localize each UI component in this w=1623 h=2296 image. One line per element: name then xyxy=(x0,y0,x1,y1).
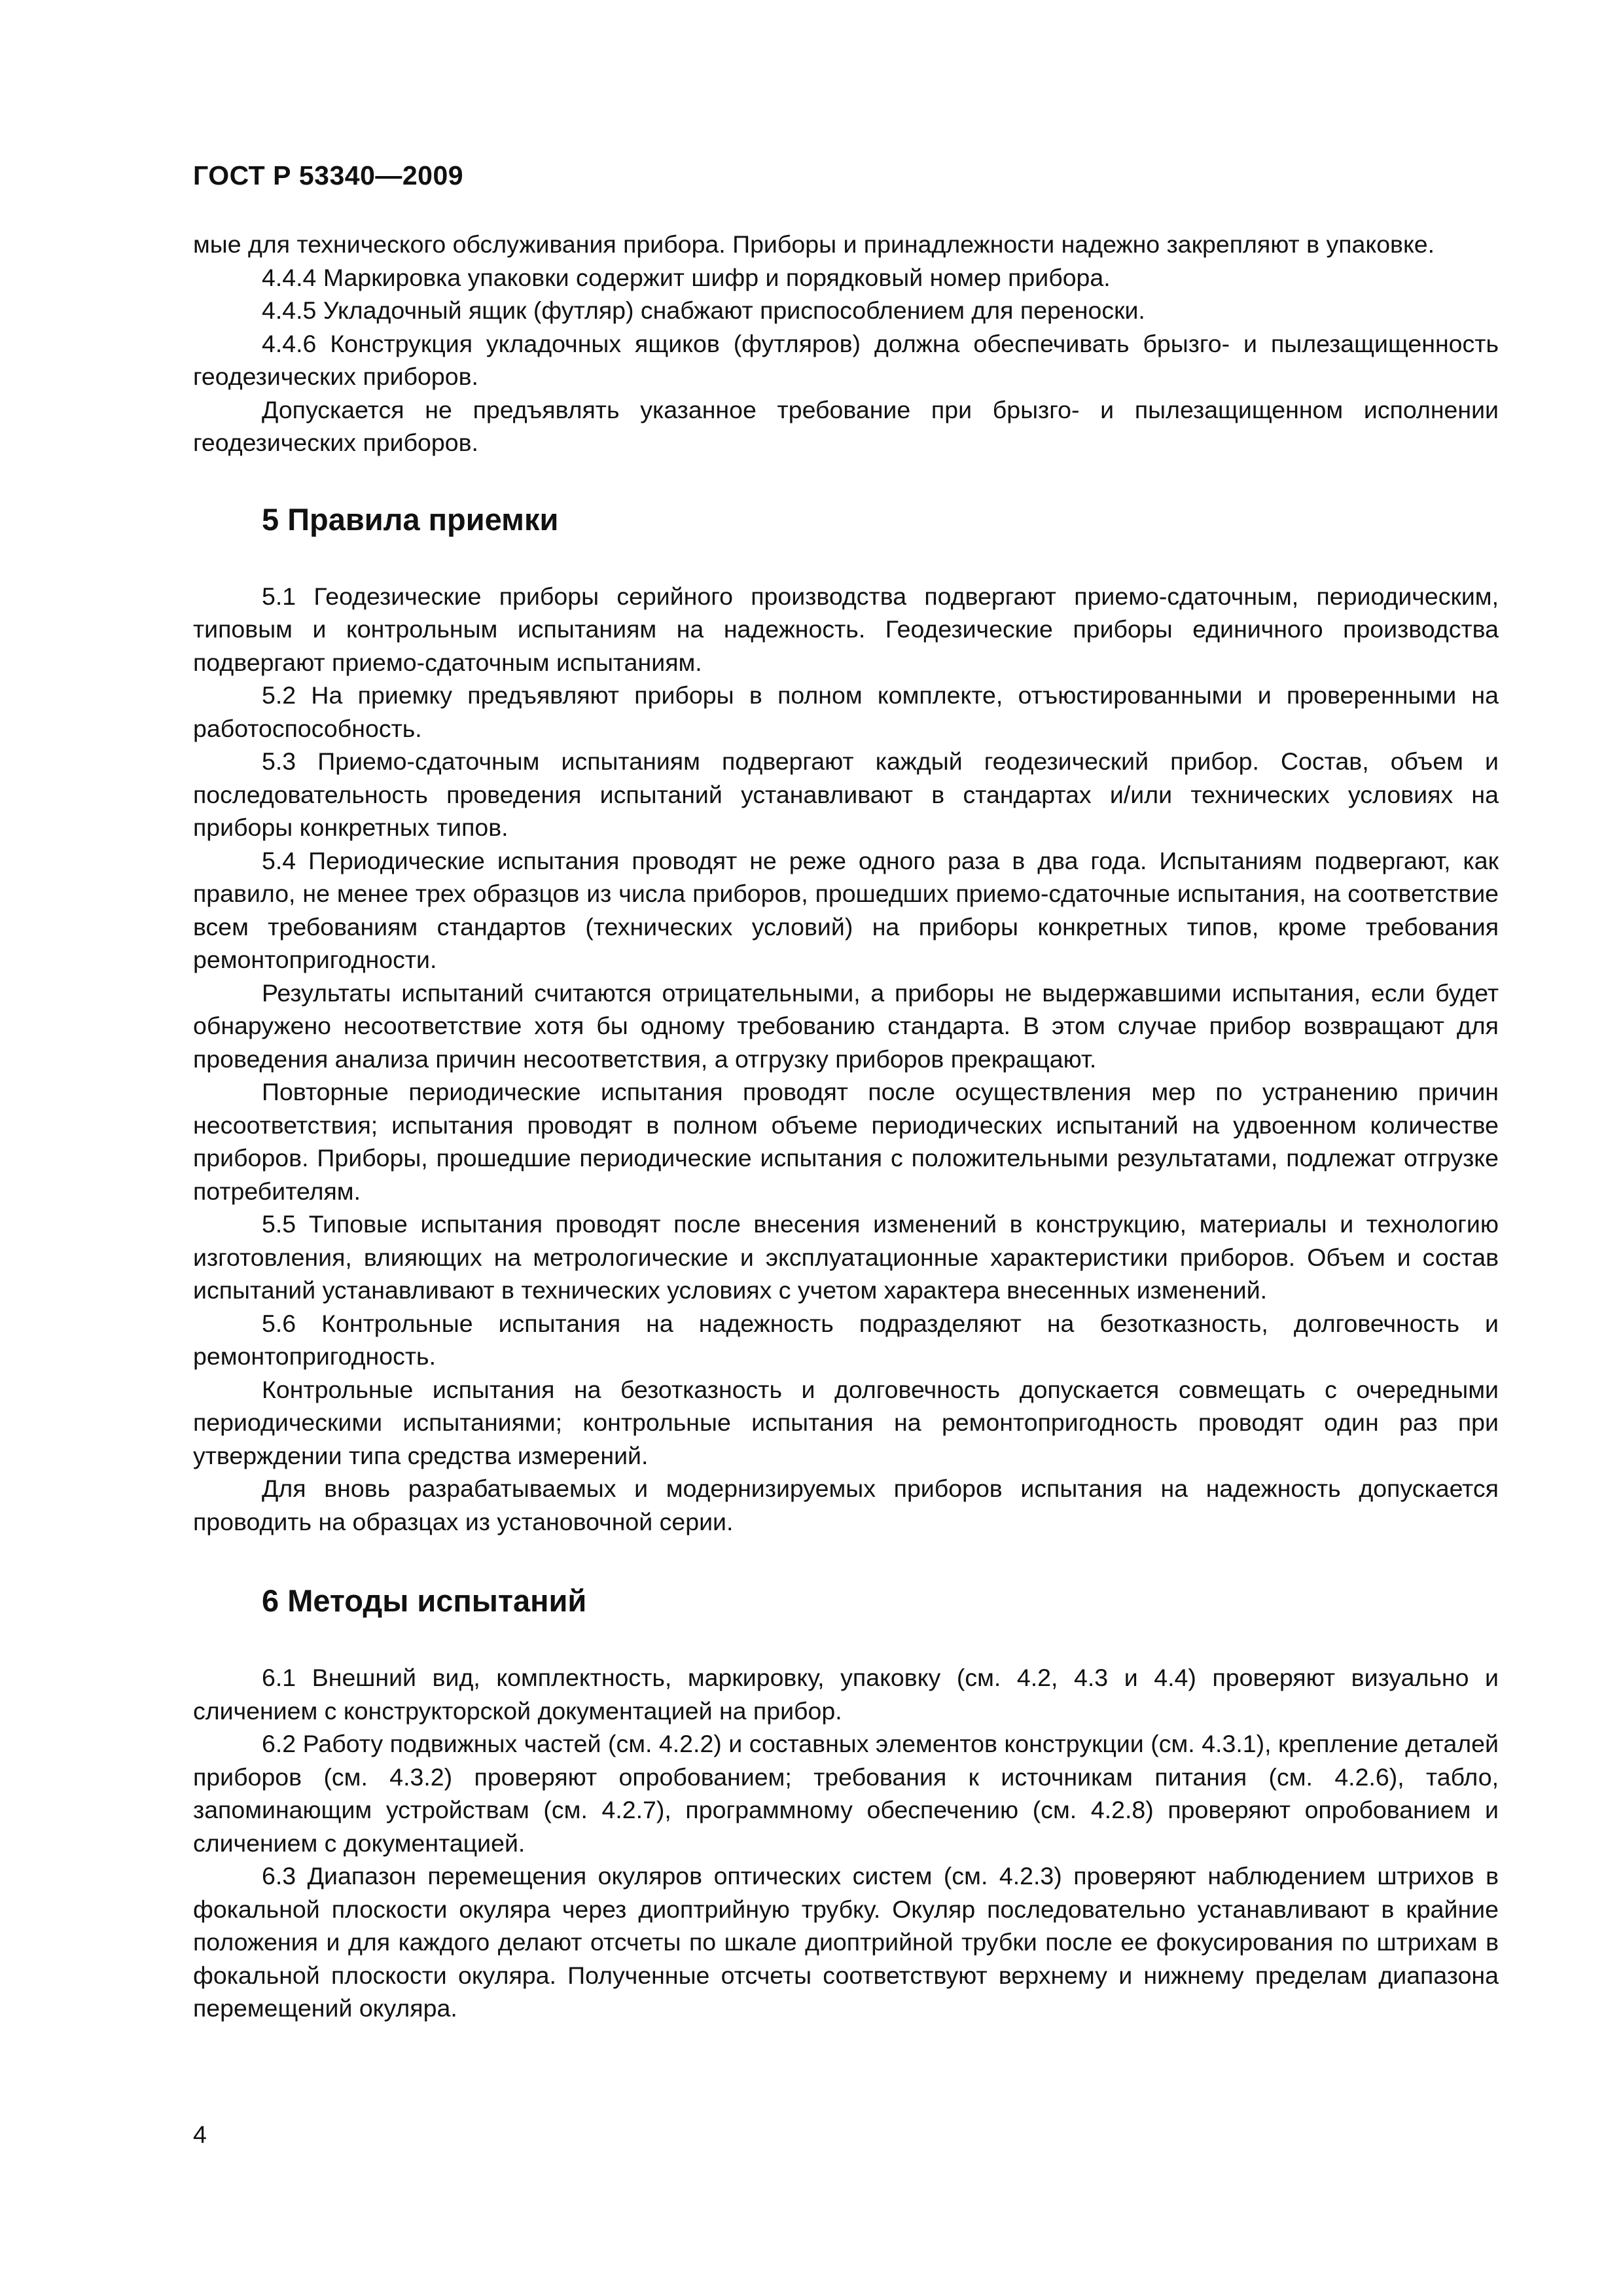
paragraph: Контрольные испытания на безотказность и долговечность допускается совмещать с очередными периодическими испытаниями; контрольные испытания на ремонтопригодность проводят один раз при утверждении типа средства измерений. xyxy=(193,1375,1499,1469)
section-title: 5 Правила приемки xyxy=(262,501,559,537)
paragraph: 5.5 Типовые испытания проводят после внесения изменений в конструкцию, материалы и технологию изготовления, влияющих на метрологические и эксплуатационные характеристики приборов. Объем и состав испытаний устанавливают в технических условиях с учетом характера внесенных изменений. xyxy=(193,1210,1499,1304)
paragraph: 5.1 Геодезические приборы серийного производства подвергают приемо-сдаточным, периодическим, типовым и контрольным испытаниям на надежность. Геодезические приборы единичного производства подвергают приемо-сдаточным испытаниям. xyxy=(193,582,1499,676)
section-title: 6 Методы испытаний xyxy=(262,1583,587,1618)
paragraph: Повторные периодические испытания проводят после осуществления мер по устранению причин несоответствия; испытания проводят в полном объеме периодических испытаний на удвоенном количестве приборов. Приборы, прошедшие периодические испытания с положительными результатами, подлежат отгрузке потребителям. xyxy=(193,1078,1499,1205)
paragraph: Для вновь разрабатываемых и модернизируемых приборов испытания на надежность допускается проводить на образцах из установочной серии. xyxy=(193,1475,1499,1535)
paragraph: 6.1 Внешний вид, комплектность, маркировку, упаковку (см. 4.2, 4.3 и 4.4) проверяют визуально и сличением с конструкторской документацией на прибор. xyxy=(193,1664,1499,1725)
paragraph: 6.3 Диапазон перемещения окуляров оптических систем (см. 4.2.3) проверяют наблюдением штрихов в фокальной плоскости окуляра через диоптрийную трубку. Окуляр последовательно устанавливают в крайние положения и для каждого делают отсчеты по шкале диоптрийной трубки после ее фокусирования по штрихам в фокальной плоскости окуляра. Полученные отсчеты соответствуют верхнему и нижнему пределам диапазона перемещений окуляра. xyxy=(193,1862,1499,2022)
paragraph: 5.6 Контрольные испытания на надежность подразделяют на безотказность, долговечность и ремонтопригодность. xyxy=(193,1309,1499,1370)
page-number: 4 xyxy=(193,2121,207,2148)
paragraph: 5.4 Периодические испытания проводят не реже одного раза в два года. Испытаниям подвергают, как правило, не менее трех образцов из числа приборов, прошедших приемо-сдаточные испытания, на соответствие всем требованиям стандартов (технических условий) на приборы конкретных типов, кроме требования ремонтопригодности. xyxy=(193,846,1499,973)
paragraph: Результаты испытаний считаются отрицательными, а приборы не выдержавшими испытания, если будет обнаружено несоответствие хотя бы одному требованию стандарта. В этом случае прибор возвращают для проведения анализа причин несоответствия, а отгрузку приборов прекращают. xyxy=(193,978,1499,1073)
paragraph: мые для технического обслуживания прибора. Приборы и принадлежности надежно закрепляют в упаковке. xyxy=(193,230,1435,258)
standard-header: ГОСТ Р 53340—2009 xyxy=(193,160,464,190)
paragraph: Допускается не предъявлять указанное требование при брызго- и пылезащищенном исполнении геодезических приборов. xyxy=(193,395,1499,456)
paragraph: 5.2 На приемку предъявляют приборы в полном комплекте, отъюстированными и проверенными на работоспособность. xyxy=(193,681,1499,742)
paragraph: 5.3 Приемо-сдаточным испытаниям подвергают каждый геодезический прибор. Состав, объем и последовательность проведения испытаний устанавливают в стандартах и/или технических условиях на приборы конкретных типов. xyxy=(193,747,1499,841)
body-text xyxy=(193,228,1499,2025)
paragraph: 6.2 Работу подвижных частей (см. 4.2.2) и составных элементов конструкции (см. 4.3.1), крепление деталей приборов (см. 4.3.2) проверяют опробованием; требования к источникам питания (см. 4.2.6), табло, запоминающим устройствам (см. 4.2.7), программному обеспечению (см. 4.2.8) проверяют опробованием и сличением с документацией. xyxy=(193,1730,1499,1857)
paragraph: 4.4.6 Конструкция укладочных ящиков (футляров) должна обеспечивать брызго- и пылезащищенность геодезических приборов. xyxy=(193,329,1499,390)
paragraph: 4.4.5 Укладочный ящик (футляр) снабжают приспособлением для переноски. xyxy=(262,296,1145,324)
paragraph: 4.4.4 Маркировка упаковки содержит шифр и порядковый номер прибора. xyxy=(262,263,1111,291)
